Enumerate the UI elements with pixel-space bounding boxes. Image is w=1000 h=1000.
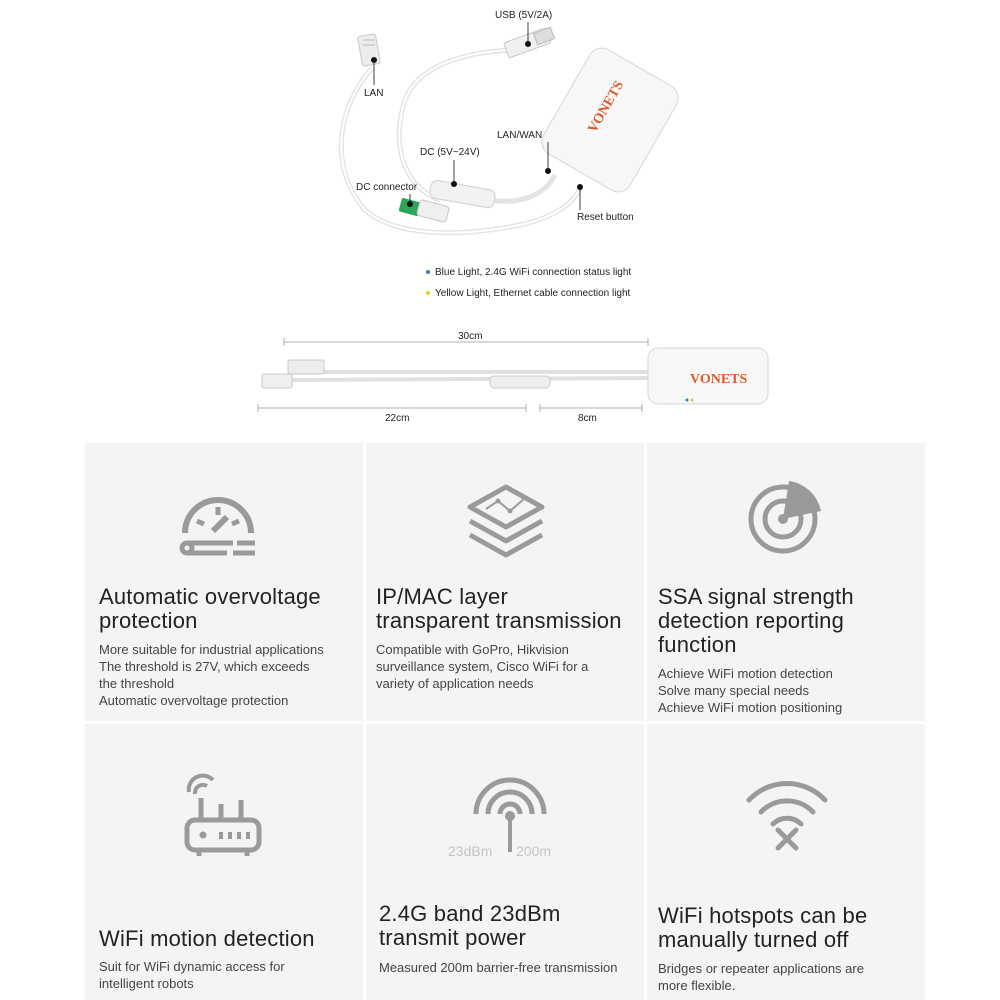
- feature-description: Suit for WiFi dynamic access for intelligent robots: [99, 959, 285, 991]
- feature-card-ip-mac: [366, 443, 644, 721]
- dimension-total: 30cm: [458, 331, 483, 342]
- feature-card-hotspot: [647, 724, 925, 1000]
- feature-card-transmit-power: [366, 724, 644, 1000]
- router-box-lower: [648, 348, 768, 404]
- feature-title: 2.4G band 23dBm transmit power: [379, 901, 561, 950]
- feature-card-wifi-motion: [85, 724, 363, 1000]
- legend-blue-light: Blue Light, 2.4G WiFi connection status light: [426, 267, 631, 278]
- lan-plug-lower: [288, 360, 324, 374]
- feature-title: Automatic overvoltage protection: [99, 584, 321, 633]
- feature-card-overvoltage: [85, 443, 363, 721]
- product-diagram: [0, 0, 1000, 440]
- radar-icon: [745, 477, 825, 557]
- label-usb: USB (5V/2A): [495, 10, 553, 21]
- feature-card-ssa: [647, 443, 925, 721]
- svg-text:VONETS: VONETS: [690, 372, 748, 387]
- label-lan-wan: LAN/WAN: [497, 130, 543, 141]
- yellow-dot-icon: [426, 291, 430, 295]
- icon-text-power: 23dBm: [448, 843, 493, 859]
- usb-plug-lower: [262, 374, 292, 388]
- feature-title: SSA signal strength detection reporting function: [658, 584, 854, 657]
- wifi-off-icon: [745, 772, 829, 852]
- feature-title: WiFi hotspots can be manually turned off: [658, 903, 868, 952]
- label-dc-power: DC (5V~24V): [420, 147, 480, 158]
- blue-dot-icon: [426, 270, 430, 274]
- label-reset-button: Reset button: [577, 212, 634, 223]
- feature-title: IP/MAC layer transparent transmission: [376, 584, 622, 633]
- label-dc-connector: DC connector: [356, 182, 418, 193]
- device-illustration: [0, 0, 1000, 440]
- feature-description: Bridges or repeater applications are more flexible.: [658, 961, 864, 993]
- feature-title: WiFi motion detection: [99, 926, 315, 951]
- dimension-right: 8cm: [578, 413, 597, 424]
- router-box-top: [537, 43, 684, 197]
- dimension-left: 22cm: [385, 413, 410, 424]
- speedometer-icon: [177, 481, 259, 561]
- label-lan: LAN: [364, 88, 384, 99]
- lan-plug: [358, 34, 381, 67]
- feature-description: Measured 200m barrier-free transmission: [379, 960, 618, 975]
- legend-yellow-light: Yellow Light, Ethernet cable connection light: [426, 288, 630, 299]
- feature-description: Compatible with GoPro, Hikvision surveillance system, Cisco WiFi for a variety of application needs: [376, 642, 589, 691]
- feature-description: Achieve WiFi motion detection Solve many special needs Achieve WiFi motion positioning: [658, 666, 843, 715]
- feature-grid: [85, 443, 925, 1000]
- layers-icon: [464, 481, 548, 561]
- router-icon: [183, 770, 265, 860]
- icon-text-range: 200m: [516, 843, 552, 859]
- feature-description: More suitable for industrial applications The threshold is 27V, which exceeds the threshold Automatic overvoltage protection: [99, 642, 324, 708]
- svg-text:VONETS: VONETS: [585, 78, 628, 136]
- signal-tower-icon: [468, 770, 552, 854]
